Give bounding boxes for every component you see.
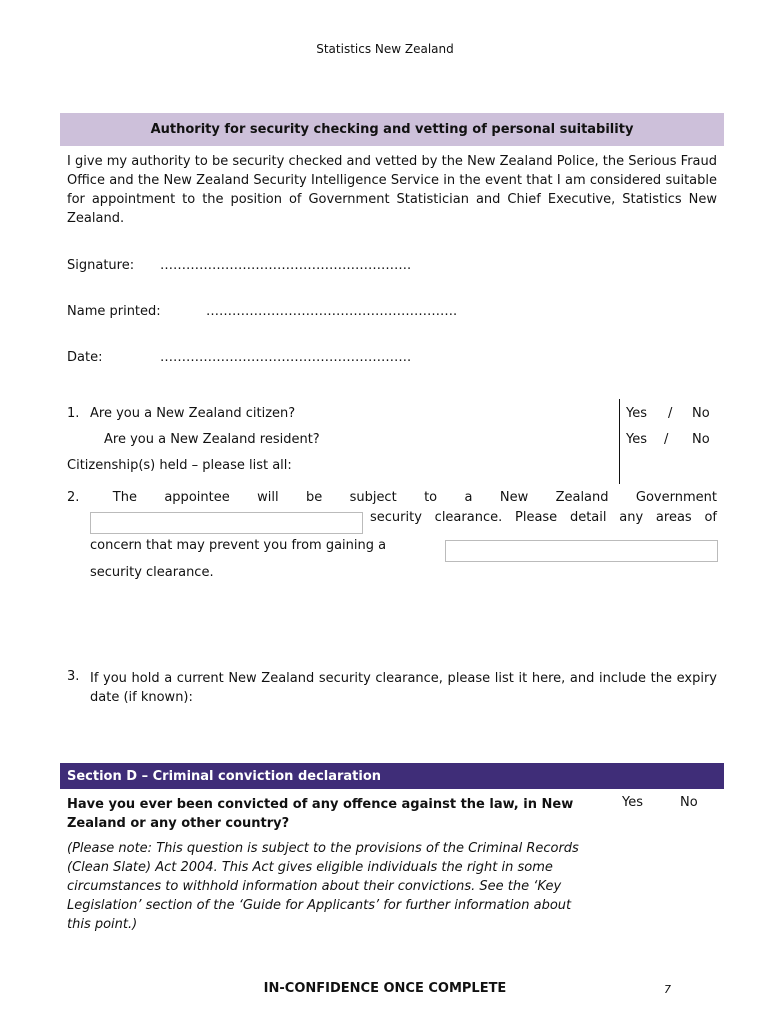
signature-line[interactable]: …………………………………………………. <box>160 258 412 273</box>
signature-label: Signature: <box>67 258 135 273</box>
q2-word: to <box>424 490 438 505</box>
date-line[interactable]: …………………………………………………. <box>160 350 412 365</box>
q1-resident-slash: / <box>664 432 669 447</box>
page-number: 7 <box>664 983 671 996</box>
q2-word: The <box>112 490 137 505</box>
q2-fourth-line: security clearance. <box>90 565 214 580</box>
q1-citizenship-question: Citizenship(s) held – please list all: <box>67 458 292 473</box>
clean-slate-note: (Please note: This question is subject to the provisions of the Criminal Records (Clean Slate) Act 2004. This Act gives eligible individuals the right in some circumstances to withhold information about their convictions. See the ‘Key Legislation’ section of the ‘Guide for Applicants’ for further information about this point.) <box>67 841 579 932</box>
conviction-no[interactable]: No <box>680 795 698 810</box>
confidentiality-footer: IN-CONFIDENCE ONCE COMPLETE <box>263 981 507 996</box>
q2-word: Government <box>635 490 717 505</box>
authority-title-band <box>60 113 724 146</box>
authority-paragraph: I give my authority to be security checked and vetted by the New Zealand Police, the Serious Fraud Office and the New Zealand Security Intelligence Service in the event that I am considered suitable for appointment to the position of Government Statistician and Chief Executive, Statistics New Zealand. <box>67 154 717 226</box>
q1-number: 1. <box>67 406 80 421</box>
organisation-header: Statistics New Zealand <box>316 42 454 56</box>
q1-resident-yes[interactable]: Yes <box>626 432 647 447</box>
q3-question: If you hold a current New Zealand security clearance, please list it here, and include the expiry date (if known): <box>90 671 717 705</box>
q1-citizen-yes[interactable]: Yes <box>626 406 647 421</box>
q1-citizen-question: Are you a New Zealand citizen? <box>90 406 296 421</box>
q2-word: Zealand <box>555 490 609 505</box>
section-d-band <box>60 763 724 789</box>
conviction-yes[interactable]: Yes <box>622 795 643 810</box>
q2-clearance-level-input[interactable] <box>90 512 363 534</box>
authority-title: Authority for security checking and vetting of personal suitability <box>150 122 634 137</box>
conviction-question: Have you ever been convicted of any offence against the law, in New Zealand or any other country? <box>67 797 574 831</box>
q3-number: 3. <box>67 669 80 684</box>
q2-word: subject <box>349 490 397 505</box>
section-d-title: Section D – Criminal conviction declaration <box>67 768 382 784</box>
q2-word: appointee <box>164 490 230 505</box>
q2-word: be <box>305 490 323 505</box>
q2-first-line <box>67 490 717 505</box>
name-printed-line[interactable]: …………………………………………………. <box>206 304 458 319</box>
answer-column-divider <box>619 399 620 484</box>
q2-clearance-type-input[interactable] <box>445 540 718 562</box>
q2-word: a <box>464 490 473 505</box>
q2-word: will <box>257 490 279 505</box>
q2-number: 2. <box>67 490 80 505</box>
q1-citizen-slash: / <box>668 406 673 421</box>
date-label: Date: <box>67 350 103 365</box>
q1-citizen-no[interactable]: No <box>692 406 710 421</box>
q1-resident-question: Are you a New Zealand resident? <box>104 432 320 447</box>
q2-third-line: concern that may prevent you from gaining a <box>90 538 387 553</box>
q2-word: New <box>499 490 529 505</box>
q2-second-line: security clearance. Please detail any areas of <box>370 510 717 525</box>
name-printed-label: Name printed: <box>67 304 161 319</box>
q1-resident-no[interactable]: No <box>692 432 710 447</box>
